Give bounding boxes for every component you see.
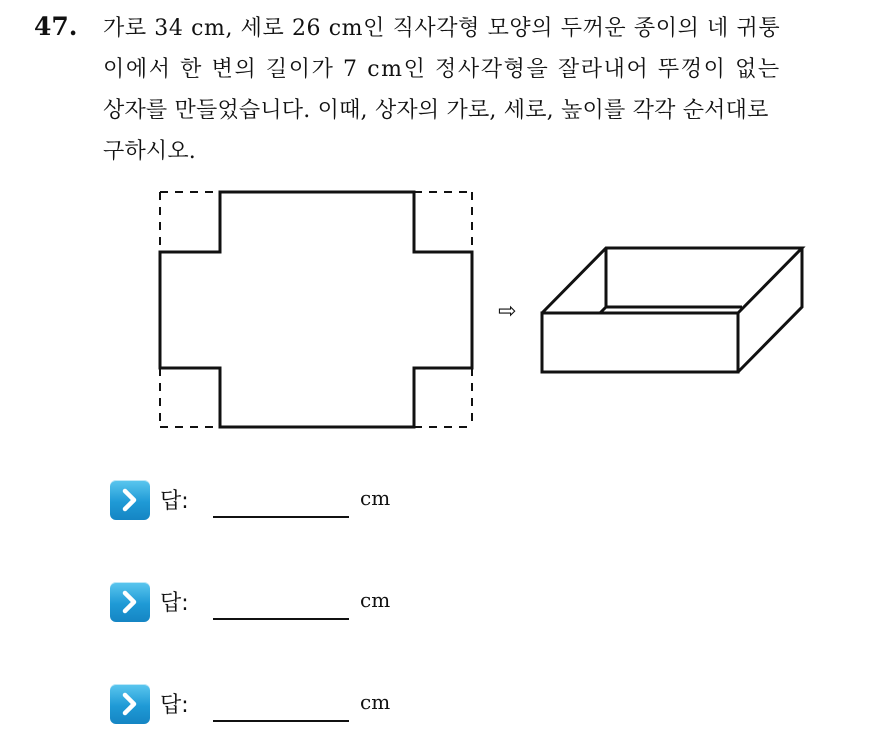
answer-label: 답: [160,693,189,718]
chevron-right-icon [110,684,150,724]
answer-input[interactable] [213,516,349,518]
answer-row [110,582,430,626]
box-net-shape [160,192,472,427]
answer-row [110,684,430,728]
question-line: 상자를 만들었습니다. 이때, 상자의 가로, 세로, 높이를 각각 순서대로 [103,98,769,123]
chevron-right-icon [110,582,150,622]
answer-unit: cm [360,486,391,510]
answer-input[interactable] [213,618,349,620]
answer-label: 답: [160,489,189,514]
question-number: 47. [34,12,78,41]
answer-unit: cm [360,588,391,612]
question-line: 구하시오. [103,139,197,164]
answer-input[interactable] [213,720,349,722]
sheet-outline [160,192,472,427]
answer-label: 답: [160,591,189,616]
question-line: 이에서 한 변의 길이가 7 cm인 정사각형을 잘라내어 뚜껑이 없는 [103,57,781,82]
answer-row [110,480,430,524]
answer-unit: cm [360,690,391,714]
chevron-right-icon [110,480,150,520]
open-box-drawing [542,248,802,372]
right-arrow-icon: ⇨ [498,299,517,324]
question-line: 가로 34 cm, 세로 26 cm인 직사각형 모양의 두꺼운 종이의 네 귀퉁 [103,16,781,41]
